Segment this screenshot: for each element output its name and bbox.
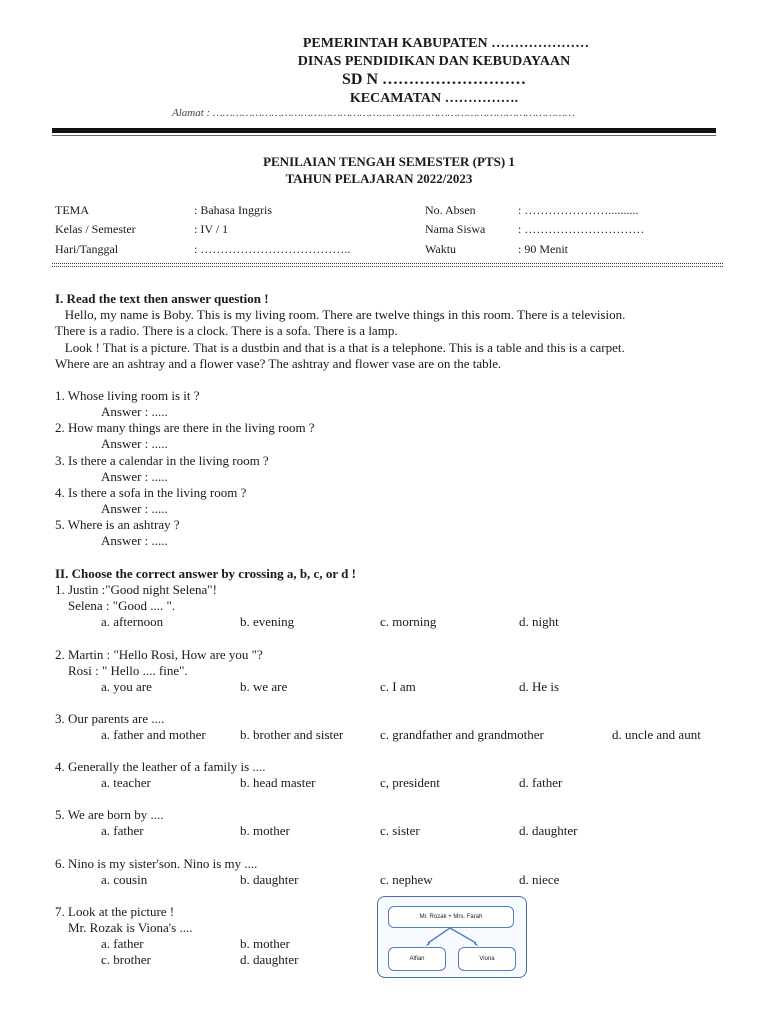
mc-question-6: 6. Nino is my sister'son. Nino is my ....	[55, 856, 258, 871]
mc-3-option-b[interactable]: b. brother and sister	[240, 727, 344, 742]
question-3: 3. Is there a calendar in the living room ?	[55, 453, 269, 468]
info-value-tema: : Bahasa Inggris	[194, 203, 272, 217]
mc-question-3: 3. Our parents are ....	[55, 711, 165, 726]
mc-4-option-c[interactable]: c, president	[380, 775, 440, 790]
mc-question-7-line-2: Mr. Rozak is Viona's ....	[55, 920, 193, 935]
info-value-tanggal: : ………………………………..	[194, 242, 351, 256]
child-box-alfian	[388, 947, 446, 971]
header-line-3: SD N ………………………	[341, 71, 526, 88]
header-rule-thick	[52, 128, 716, 133]
child-label-alfian: Alfian	[409, 956, 425, 962]
mc-1-option-c[interactable]: c. morning	[380, 614, 437, 629]
answer-line-1[interactable]: Answer : .....	[101, 404, 168, 419]
mc-question-5: 5. We are born by ....	[55, 807, 164, 822]
mc-3-option-a[interactable]: a. father and mother	[101, 727, 206, 742]
mc-question-4: 4. Generally the leather of a family is ....	[55, 759, 266, 774]
mc-5-option-a[interactable]: a. father	[101, 823, 144, 838]
mc-1-option-b[interactable]: b. evening	[240, 614, 295, 629]
mc-1-option-d[interactable]: d. night	[519, 614, 559, 629]
answer-line-4[interactable]: Answer : .....	[101, 501, 168, 516]
section-2-heading: II. Choose the correct answer by crossing a, b, c, or d !	[55, 566, 356, 581]
answer-line-5[interactable]: Answer : .....	[101, 533, 168, 548]
child-label-viona: Viona	[479, 956, 495, 962]
child-box-viona	[458, 947, 516, 971]
reading-line-1: Hello, my name is Boby. This is my living room. There are twelve things in this room. There is a television.	[55, 307, 626, 322]
reading-line-2: There is a radio. There is a clock. There is a sofa. There is a lamp.	[55, 323, 398, 338]
mc-question-1-line-2: Selena : "Good .... ".	[55, 598, 176, 613]
header-line-2: DINAS PENDIDIKAN DAN KEBUDAYAAN	[297, 54, 571, 69]
mc-question-1: 1. Justin :"Good night Selena"!	[55, 582, 217, 597]
question-1: 1. Whose living room is it ?	[55, 388, 200, 403]
header-line-1: PEMERINTAH KABUPATEN …………………	[302, 36, 590, 51]
info-value-nama: : …………………………	[518, 222, 645, 236]
mc-5-option-c[interactable]: c. sister	[380, 823, 420, 838]
mc-3-option-c[interactable]: c. grandfather and grandmother	[380, 727, 544, 742]
family-diagram	[377, 896, 527, 978]
info-label-tema: TEMA	[55, 203, 89, 217]
question-5: 5. Where is an ashtray ?	[55, 517, 180, 532]
mc-4-option-d[interactable]: d. father	[519, 775, 563, 790]
info-label-kelas: Kelas / Semester	[55, 222, 136, 236]
address-line: Alamat : …………………………………………………………………………………………………	[172, 107, 575, 119]
exam-year: TAHUN PELAJARAN 2022/2023	[285, 171, 473, 186]
header-line-4: KECAMATAN …………….	[349, 91, 519, 106]
mc-2-option-d[interactable]: d. He is	[519, 679, 560, 694]
mc-2-option-c[interactable]: c. I am	[380, 679, 416, 694]
mc-question-2-line-2: Rosi : " Hello .... fine".	[55, 663, 188, 678]
info-value-absen: : …………………..........	[518, 203, 639, 217]
header-rule-thin	[52, 135, 716, 136]
parents-label: Mr. Rozak + Mrs. Farah	[419, 914, 483, 920]
mc-question-2: 2. Martin : "Hello Rosi, How are you "?	[55, 647, 263, 662]
mc-question-7: 7. Look at the picture !	[55, 904, 175, 919]
mc-2-option-b[interactable]: b. we are	[240, 679, 288, 694]
info-value-waktu: : 90 Menit	[518, 242, 568, 256]
reading-line-4: Where are an ashtray and a flower vase? The ashtray and flower vase are on the table.	[55, 356, 502, 371]
mc-4-option-a[interactable]: a. teacher	[101, 775, 151, 790]
answer-line-2[interactable]: Answer : .....	[101, 436, 168, 451]
section-1-heading: I. Read the text then answer question !	[55, 291, 269, 306]
mc-6-option-b[interactable]: b. daughter	[240, 872, 299, 887]
mc-1-option-a[interactable]: a. afternoon	[101, 614, 164, 629]
mc-7-option-a[interactable]: a. father	[101, 936, 144, 951]
mc-3-option-d[interactable]: d. uncle and aunt	[612, 727, 701, 742]
mc-2-option-a[interactable]: a. you are	[101, 679, 152, 694]
info-value-kelas: : IV / 1	[194, 222, 229, 236]
question-4: 4. Is there a sofa in the living room ?	[55, 485, 247, 500]
exam-title: PENILAIAN TENGAH SEMESTER (PTS) 1	[263, 154, 515, 169]
mc-6-option-c[interactable]: c. nephew	[380, 872, 433, 887]
mc-7-option-d[interactable]: d. daughter	[240, 952, 299, 967]
mc-4-option-b[interactable]: b. head master	[240, 775, 316, 790]
mc-7-option-b[interactable]: b. mother	[240, 936, 290, 951]
info-label-tanggal: Hari/Tanggal	[55, 242, 119, 256]
answer-line-3[interactable]: Answer : .....	[101, 469, 168, 484]
info-label-absen: No. Absen	[425, 203, 476, 217]
mc-6-option-a[interactable]: a. cousin	[101, 872, 148, 887]
question-2: 2. How many things are there in the living room ?	[55, 420, 315, 435]
mc-6-option-d[interactable]: d. niece	[519, 872, 560, 887]
info-separator-2	[52, 266, 723, 267]
info-separator	[52, 263, 723, 264]
mc-5-option-d[interactable]: d. daughter	[519, 823, 578, 838]
info-label-waktu: Waktu	[425, 242, 457, 256]
reading-line-3: Look ! That is a picture. That is a dustbin and that is a that is a telephone. This is a table and this is a carpet.	[55, 340, 625, 355]
mc-5-option-b[interactable]: b. mother	[240, 823, 290, 838]
mc-7-option-c[interactable]: c. brother	[101, 952, 151, 967]
info-label-nama: Nama Siswa	[425, 222, 486, 236]
